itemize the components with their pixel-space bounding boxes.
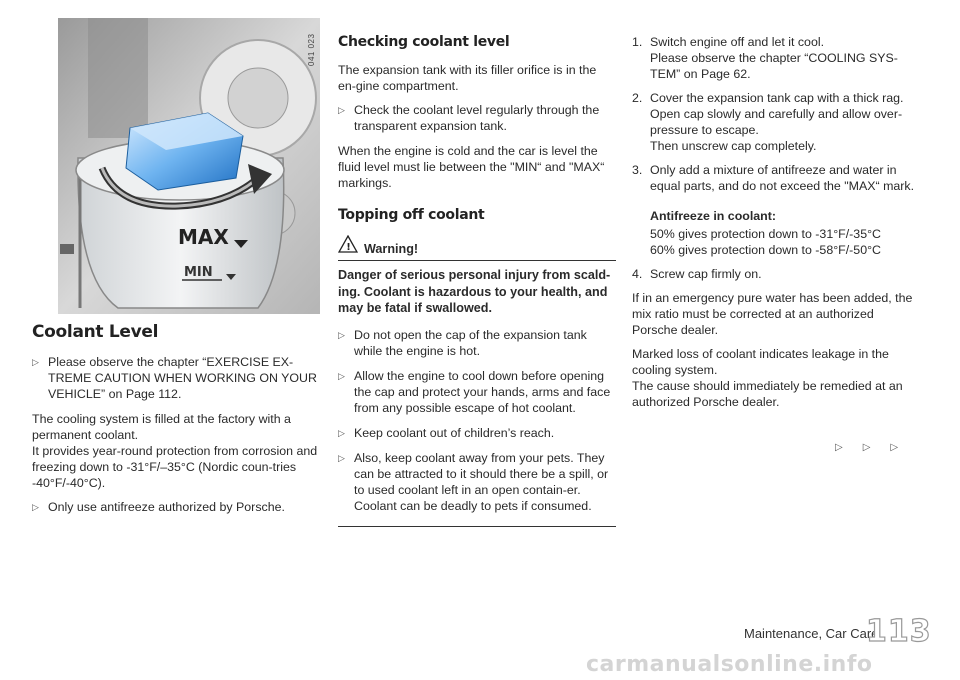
footer-section-label: Maintenance, Car Care [744,626,879,641]
heading-checking-coolant: Checking coolant level [338,34,510,50]
coolant-level-section [32,324,324,524]
list-item: ▷ Also, keep coolant away from your pets. They can be attracted to it should there be a spill, or to used coolant left in an open contain-er. Coolant can be deadly to pets if consumed. [338,450,609,513]
paragraph: When the engine is cold and the car is level the fluid level must lie between the "MIN“ and "MAX“ markings. [338,144,605,190]
paragraph: The cause should immediately be remedied at an authorized Porsche dealer. [632,379,903,409]
step-item: 2. Cover the expansion tank cap with a thick rag. Open cap slowly and carefully and allow over-pressure to escape. Then unscrew cap completely. [632,91,904,153]
step-item: 1. Switch engine off and let it cool. Please observe the chapter “COOLING SYS-TEM” on Page 62. [632,35,898,81]
min-marking: MIN [184,265,213,280]
continued-arrows-icon: ▷▷▷ [835,442,919,453]
antifreeze-line: 60% gives protection down to -58°F/-50°C [650,243,881,257]
paragraph: The cooling system is filled at the factory with a permanent coolant. [32,412,291,442]
list-item: ▷ Allow the engine to cool down before opening the cap and protect your hands, arms and face from any possible escape of hot coolant. [338,368,611,415]
warning-text: Danger of serious personal injury from scald-ing. Coolant is hazardous to your health, and may be fatal if swallowed. [338,268,611,315]
antifreeze-line: 50% gives protection down to -31°F/-35°C [650,227,881,241]
paragraph: It provides year-round protection from corrosion and freezing down to -31°F/–35°C (Nordic coun-tries -40°F/-40°C). [32,444,318,490]
coolant-tank-illustration [58,18,320,314]
list-item: ▷ Keep coolant out of children’s reach. [338,425,555,440]
warning-header [338,235,616,261]
checking-coolant-section [338,34,616,527]
list-item: ▷ Check the coolant level regularly through the transparent expansion tank. [338,103,600,133]
antifreeze-heading: Antifreeze in coolant: [650,209,776,223]
triangle-bullet-icon: ▷ [32,502,39,512]
triangle-bullet-icon: ▷ [338,105,345,115]
figure-code: 041 023 [307,33,316,67]
svg-text:!: ! [346,242,351,253]
max-marking: MAX [178,225,229,249]
topping-steps-section [632,34,922,418]
step-item: 3. Only add a mixture of antifreeze and water in equal parts, and do not exceed the "MAX“ mark. [632,163,915,193]
paragraph: Marked loss of coolant indicates leakage in the cooling system. [632,347,889,377]
paragraph: If in an emergency pure water has been added, the mix ratio must be corrected at an authorized Porsche dealer. [632,291,913,337]
watermark: carmanualsonline.info [586,652,873,677]
triangle-bullet-icon: ▷ [338,329,345,340]
triangle-bullet-icon: ▷ [338,427,345,438]
page-number: 113 [866,614,932,649]
triangle-bullet-icon: ▷ [338,370,345,381]
heading-topping-off: Topping off coolant [338,207,485,223]
warning-label: Warning! [364,242,419,256]
step-item: 4. Screw cap firmly on. [632,267,762,281]
paragraph: The expansion tank with its filler orifice is in the en-gine compartment. [338,63,597,93]
triangle-bullet-icon: ▷ [32,357,39,367]
triangle-bullet-icon: ▷ [338,452,345,463]
list-item: ▷ Please observe the chapter “EXERCISE EX-TREME CAUTION WHEN WORKING ON YOUR VEHICLE” on Page 112. [32,355,317,401]
list-item: ▷ Only use antifreeze authorized by Porsche. [32,500,285,514]
list-item: ▷ Do not open the cap of the expansion tank while the engine is hot. [338,327,587,358]
warning-triangle-icon [338,235,358,257]
heading-coolant-level: Coolant Level [32,322,159,342]
warning-end-rule [338,526,616,527]
